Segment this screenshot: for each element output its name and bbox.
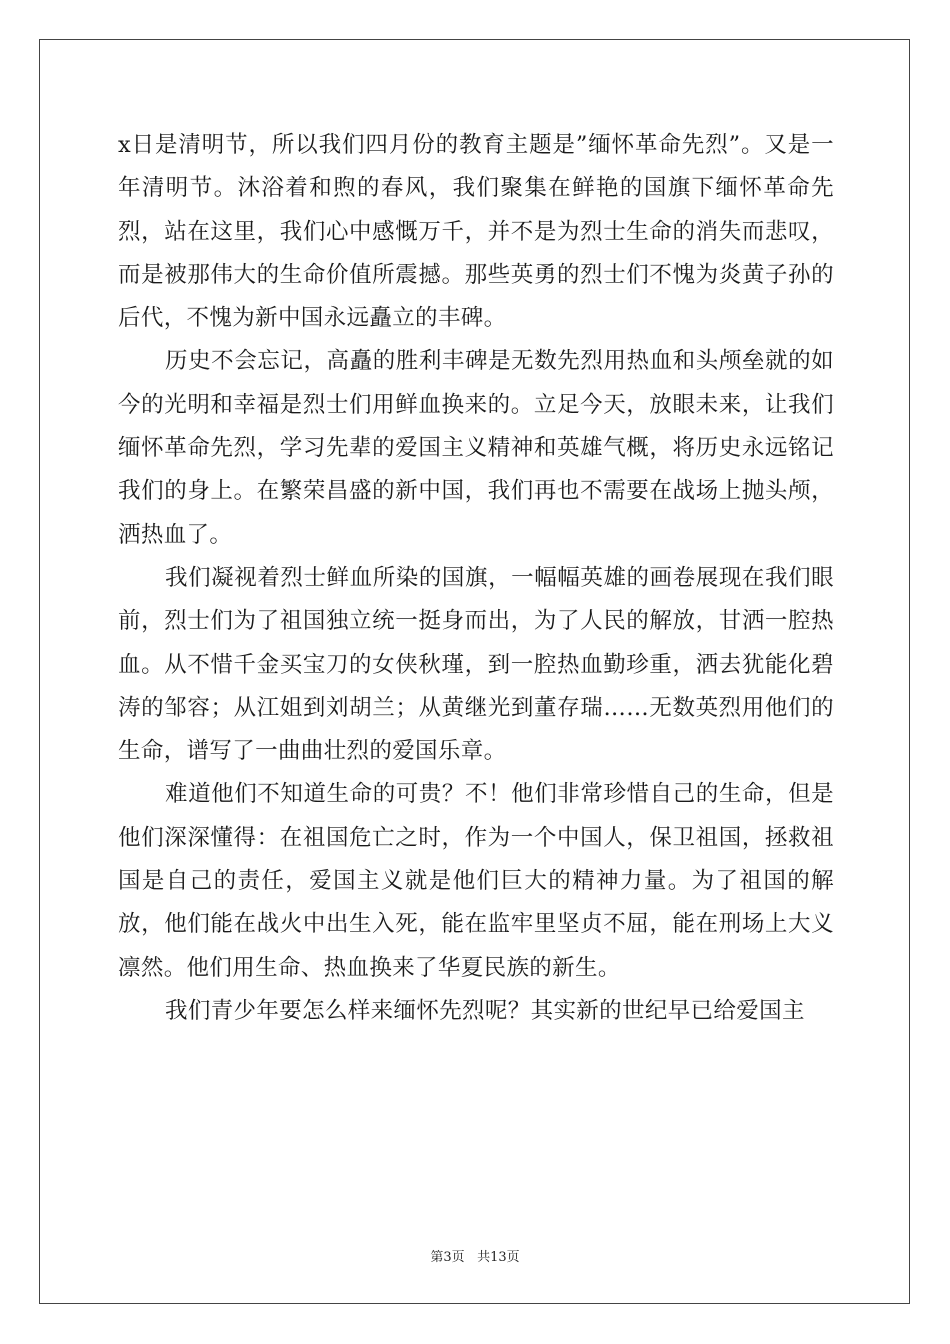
page-total: 共13页 <box>477 1250 520 1265</box>
paragraph-3: 我们凝视着烈士鲜血所染的国旗，一幅幅英雄的画卷展现在我们眼前，烈士们为了祖国独立统一挺身而出，为了人民的解放，甘洒一腔热血。从不惜千金买宝刀的女侠秋瑾，到一腔热血勤珍重，洒去犹能化碧涛的邹容；从江姐到刘胡兰；从黄继光到董存瑞……无数英烈用他们的生命，谱写了一曲曲壮烈的爱国乐章。 <box>118 564 834 765</box>
page-footer <box>0 1246 950 1265</box>
document-body <box>118 124 834 1033</box>
page-number: 第3页 <box>430 1250 465 1265</box>
paragraph-2: 历史不会忘记，高矗的胜利丰碑是无数先烈用热血和头颅垒就的如今的光明和幸福是烈士们用鲜血换来的。立足今天，放眼未来，让我们缅怀革命先烈，学习先辈的爱国主义精神和英雄气概，将历史永远铭记我们的身上。在繁荣昌盛的新中国，我们再也不需要在战场上抛头颅，洒热血了。 <box>118 348 834 548</box>
paragraph-1: x日是清明节，所以我们四月份的教育主题是”缅怀革命先烈”。又是一年清明节。沐浴着和煦的春风，我们聚集在鲜艳的国旗下缅怀革命先烈，站在这里，我们心中感慨万千，并不是为烈士生命的消失而悲叹，而是被那伟大的生命价值所震撼。那些英勇的烈士们不愧为炎黄子孙的后代，不愧为新中国永远矗立的丰碑。 <box>118 132 834 332</box>
paragraph-4: 难道他们不知道生命的可贵？不！他们非常珍惜自己的生命，但是他们深深懂得：在祖国危亡之时，作为一个中国人，保卫祖国，拯救祖国是自己的责任，爱国主义就是他们巨大的精神力量。为了祖国的解放，他们能在战火中出生入死，能在监牢里坚贞不屈，能在刑场上大义凛然。他们用生命、热血换来了华夏民族的新生。 <box>118 781 834 981</box>
paragraph-5: 我们青少年要怎么样来缅怀先烈呢？其实新的世纪早已给爱国主 <box>165 997 805 1024</box>
